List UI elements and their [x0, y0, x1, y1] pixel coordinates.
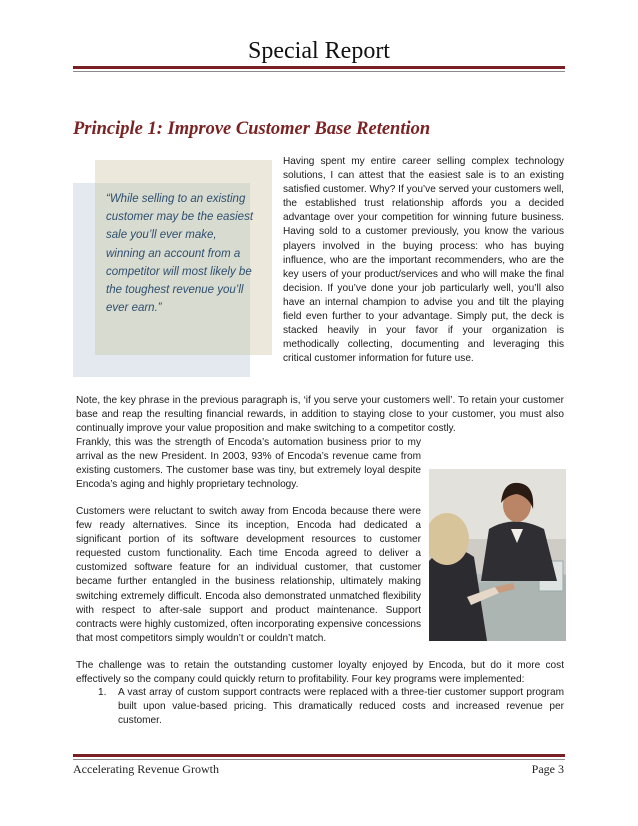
- footer-rule-thin: [73, 759, 565, 760]
- customers-paragraph: Customers were reluctant to switch away from Encoda because there were few ready alternatives. Since its inception, Encoda had dedicated a significant portion of its software development resources to customer requested custom functionality. Each time Encoda agreed to deliver a customized software feature for an individual customer, that customer became further entangled in the business relationship, ultimately making switching extremely difficult. Encoda also demonstrated unmatched flexibility with respect to after-sale support and product maintenance. Support contracts were highly customized, often incorporating expensive concessions that most competitors simply wouldn’t or couldn’t match.: [76, 506, 421, 644]
- header-rule-thin: [73, 71, 565, 72]
- list-item-text: A vast array of custom support contracts were replaced with a three-tier customer support program built upon value-based pricing. This dramatically reduced costs and increased revenue per customer.: [118, 687, 564, 727]
- pull-quote-text: “While selling to an existing customer may be the easiest sale you’ll ever make, winning an account from a competitor will most likely be the toughest revenue you’ll ever earn.”: [106, 193, 254, 315]
- footer-title: Accelerating Revenue Growth: [73, 762, 219, 776]
- encoda-paragraph: Frankly, this was the strength of Encoda’s automation business prior to my arrival as the new President. In 2003, 93% of Encoda’s revenue came from existing customers. The customer base was tiny, but extremely loyal despite Encoda’s aging and highly proprietary technology.: [76, 437, 421, 491]
- list-item: [98, 686, 564, 728]
- section-heading: Principle 1: Improve Customer Base Retention: [73, 119, 431, 139]
- business-meeting-photo: [429, 469, 566, 641]
- intro-paragraph: Having spent my entire career selling complex technology solutions, I can attest that the easiest sale is to an existing satisfied customer. Why? If you’ve served your customers well, the established trust relationship affords you a decided advantage over your competition for winning future business. Having sold to a customer previously, you know the various players involved in the buying process: who has buying influence, who are the important recommenders, who are the key users of your product/services and who will make the final decision. If you’ve done your job particularly well, you’ll also have an internal champion to advise you and tilt the playing field even further to your advantage. Simply put, the deck is stacked heavily in your favor if your organization is methodically collecting, documenting and leveraging this critical customer information for future use.: [283, 156, 564, 365]
- program-list: [98, 686, 564, 728]
- photo-illustration: [429, 469, 566, 641]
- header-title: Special Report: [248, 38, 390, 64]
- page-number: Page 3: [531, 762, 564, 776]
- footer-rule-thick: [73, 754, 565, 757]
- note-paragraph: Note, the key phrase in the previous paragraph is, ‘if you serve your customers well’. To retain your customer base and reap the resulting financial rewards, in addition to staying close to your customer, you must also continually improve your value proposition and make switching to a competitor costly.: [76, 395, 564, 435]
- challenge-paragraph: The challenge was to retain the outstanding customer loyalty enjoyed by Encoda, but do it more cost effectively so the company could quickly return to profitability. Four key programs were implemented:: [76, 660, 564, 686]
- header-rule-thick: [73, 66, 565, 69]
- list-item-number: 1.: [98, 687, 107, 698]
